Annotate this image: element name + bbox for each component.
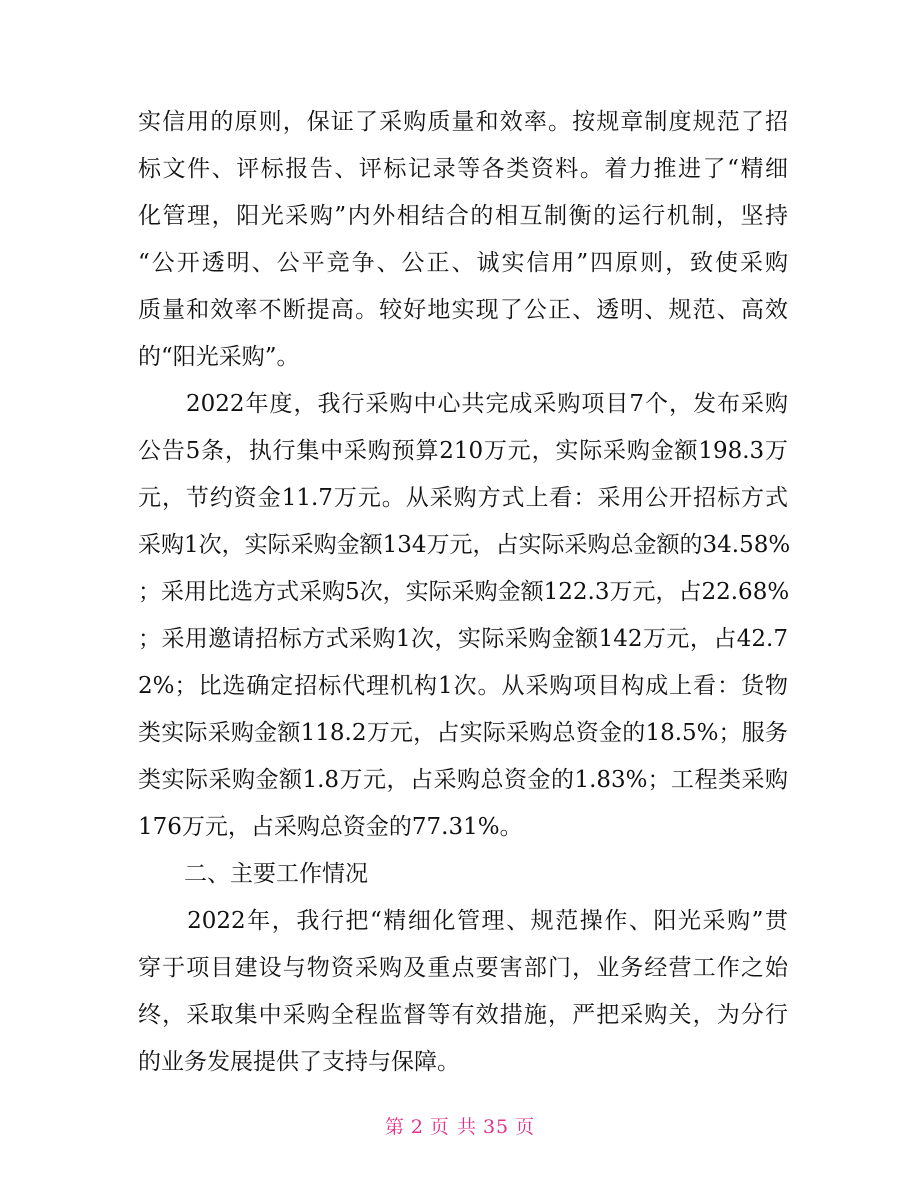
footer-suffix: 页 [515, 1116, 536, 1138]
text-line: 实信用的原则，保证了采购质量和效率。按规章制度规范了招 [138, 109, 788, 135]
text-line: 终，采取集中采购全程监督等有效措施，严把采购关，为分行 [138, 1002, 788, 1028]
text-line: 的业务发展提供了支持与保障。 [138, 1049, 460, 1075]
text-line: 质量和效率不断提高。较好地实现了公正、透明、规范、高效 [138, 297, 788, 323]
text-line: ；采用邀请招标方式采购1次，实际采购金额142万元，占42.7 [138, 626, 788, 652]
text-line: 采购1次，实际采购金额134万元，占实际采购总金额的34.58% [138, 532, 791, 558]
text-line: 2022年，我行把“精细化管理、规范操作、阳光采购”贯 [138, 908, 788, 934]
text-line: 化管理，阳光采购”内外相结合的相互制衡的运行机制，坚持 [138, 203, 788, 229]
text-line: 二、主要工作情况 [138, 861, 368, 887]
text-line: 2022年度，我行采购中心共完成采购项目7个，发布采购 [138, 391, 788, 417]
text-line: 176万元，占采购总资金的77.31%。 [138, 814, 523, 840]
text-line: 的“阳光采购”。 [138, 344, 300, 370]
text-line: 公告5条，执行集中采购预算210万元，实际采购金额198.3万 [138, 438, 788, 464]
text-line: “公开透明、公平竞争、公正、诚实信用”四原则，致使采购 [138, 250, 788, 276]
text-line: 元，节约资金11.7万元。从采购方式上看：采用公开招标方式 [138, 485, 788, 511]
text-line: 2%；比选确定招标代理机构1次。从采购项目构成上看：货物 [138, 673, 788, 699]
text-line: 标文件、评标报告、评标记录等各类资料。着力推进了“精细 [138, 156, 788, 182]
text-line: ；采用比选方式采购5次，实际采购金额122.3万元，占22.68% [138, 579, 790, 605]
footer-prefix: 第 [384, 1116, 405, 1138]
text-line: 类实际采购金额1.8万元，占采购总资金的1.83%；工程类采购 [138, 767, 788, 793]
text-line: 类实际采购金额118.2万元，占实际采购总资金的18.5%；服务 [138, 720, 788, 746]
page-footer [0, 1112, 920, 1139]
footer-page-number: 2 [410, 1116, 424, 1138]
footer-total-pages: 35 [482, 1116, 510, 1138]
document-body [138, 99, 791, 1086]
footer-middle: 页 共 [429, 1116, 477, 1138]
text-line: 穿于项目建设与物资采购及重点要害部门，业务经营工作之始 [138, 955, 788, 981]
